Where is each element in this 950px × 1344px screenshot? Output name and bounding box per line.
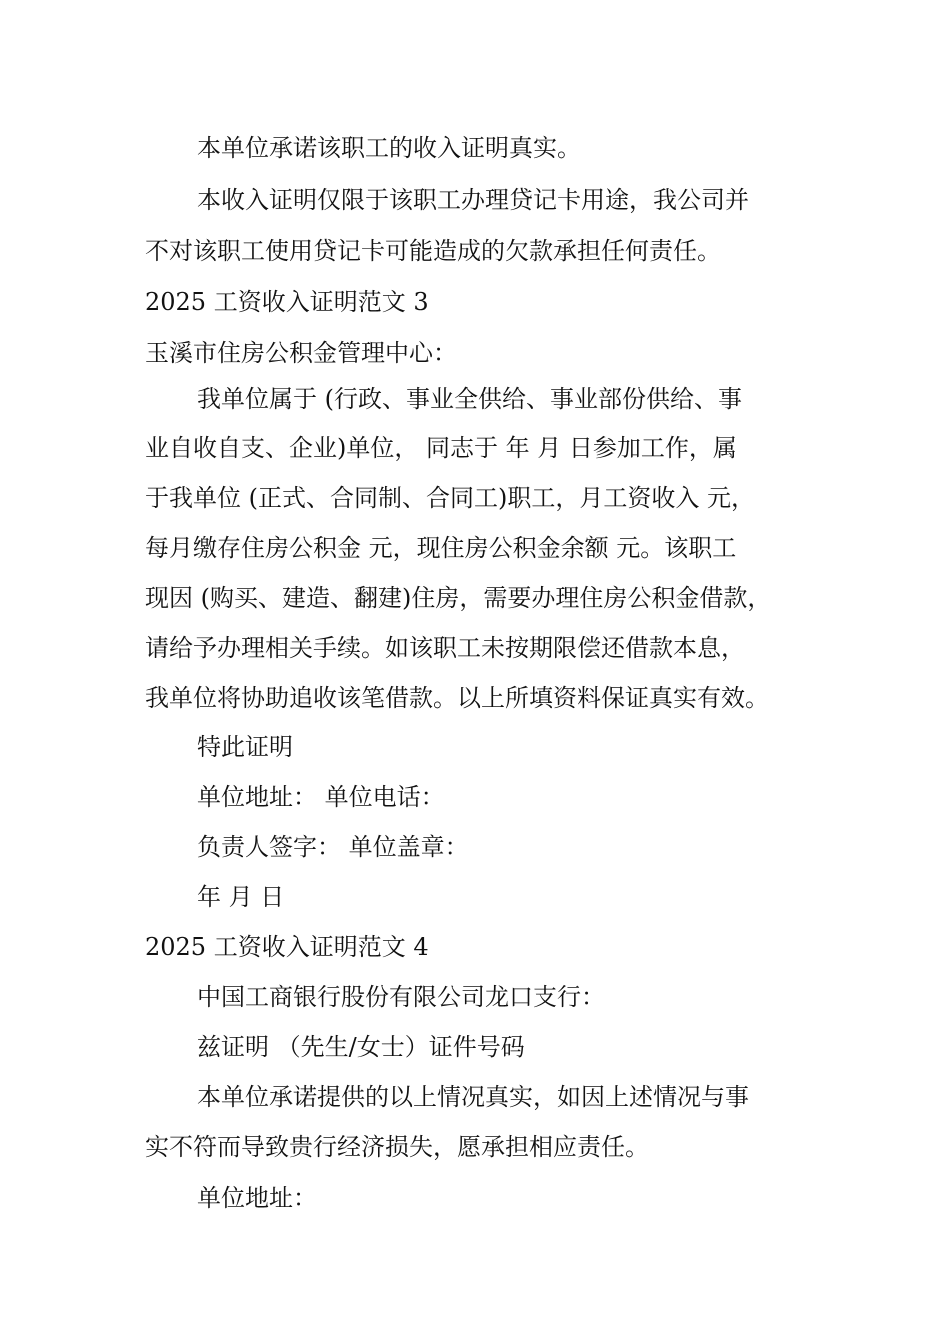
signature-field-line: 单位地址： 单位电话： xyxy=(197,783,445,811)
addressee-line: 玉溪市住房公积金管理中心： xyxy=(145,339,457,367)
date-line: 年 月 日 xyxy=(197,883,285,911)
paragraph-line: 业自收自支、企业)单位， 同志于 年 月 日参加工作，属 xyxy=(145,434,737,462)
paragraph-line: 实不符而导致贵行经济损失，愿承担相应责任。 xyxy=(145,1133,649,1161)
paragraph-line: 本单位承诺提供的以上情况真实，如因上述情况与事 xyxy=(197,1083,749,1111)
paragraph-line: 请给予办理相关手续。如该职工未按期限偿还借款本息， xyxy=(145,634,745,662)
signature-field-line: 单位地址： xyxy=(197,1184,317,1212)
closing-line: 特此证明 xyxy=(197,733,293,761)
paragraph-line: 兹证明 （先生/女士）证件号码 xyxy=(197,1033,525,1061)
paragraph-line: 不对该职工使用贷记卡可能造成的欠款承担任何责任。 xyxy=(145,237,721,265)
signature-field-line: 负责人签字： 单位盖章： xyxy=(197,833,469,861)
paragraph-line: 本单位承诺该职工的收入证明真实。 xyxy=(197,134,581,162)
section-heading: 2025 工资收入证明范文 4 xyxy=(145,933,429,961)
paragraph-line: 现因 (购买、建造、翻建)住房，需要办理住房公积金借款， xyxy=(145,584,772,612)
paragraph-line: 我单位将协助追收该笔借款。以上所填资料保证真实有效。 xyxy=(145,684,769,712)
paragraph-line: 于我单位 (正式、合同制、合同工)职工，月工资收入 元， xyxy=(145,484,755,512)
section-heading: 2025 工资收入证明范文 3 xyxy=(145,288,429,316)
paragraph-line: 本收入证明仅限于该职工办理贷记卡用途，我公司并 xyxy=(197,186,749,214)
addressee-line: 中国工商银行股份有限公司龙口支行： xyxy=(197,983,605,1011)
paragraph-line: 每月缴存住房公积金 元，现住房公积金余额 元。该职工 xyxy=(145,534,737,562)
paragraph-line: 我单位属于 (行政、事业全供给、事业部份供给、事 xyxy=(197,385,742,413)
